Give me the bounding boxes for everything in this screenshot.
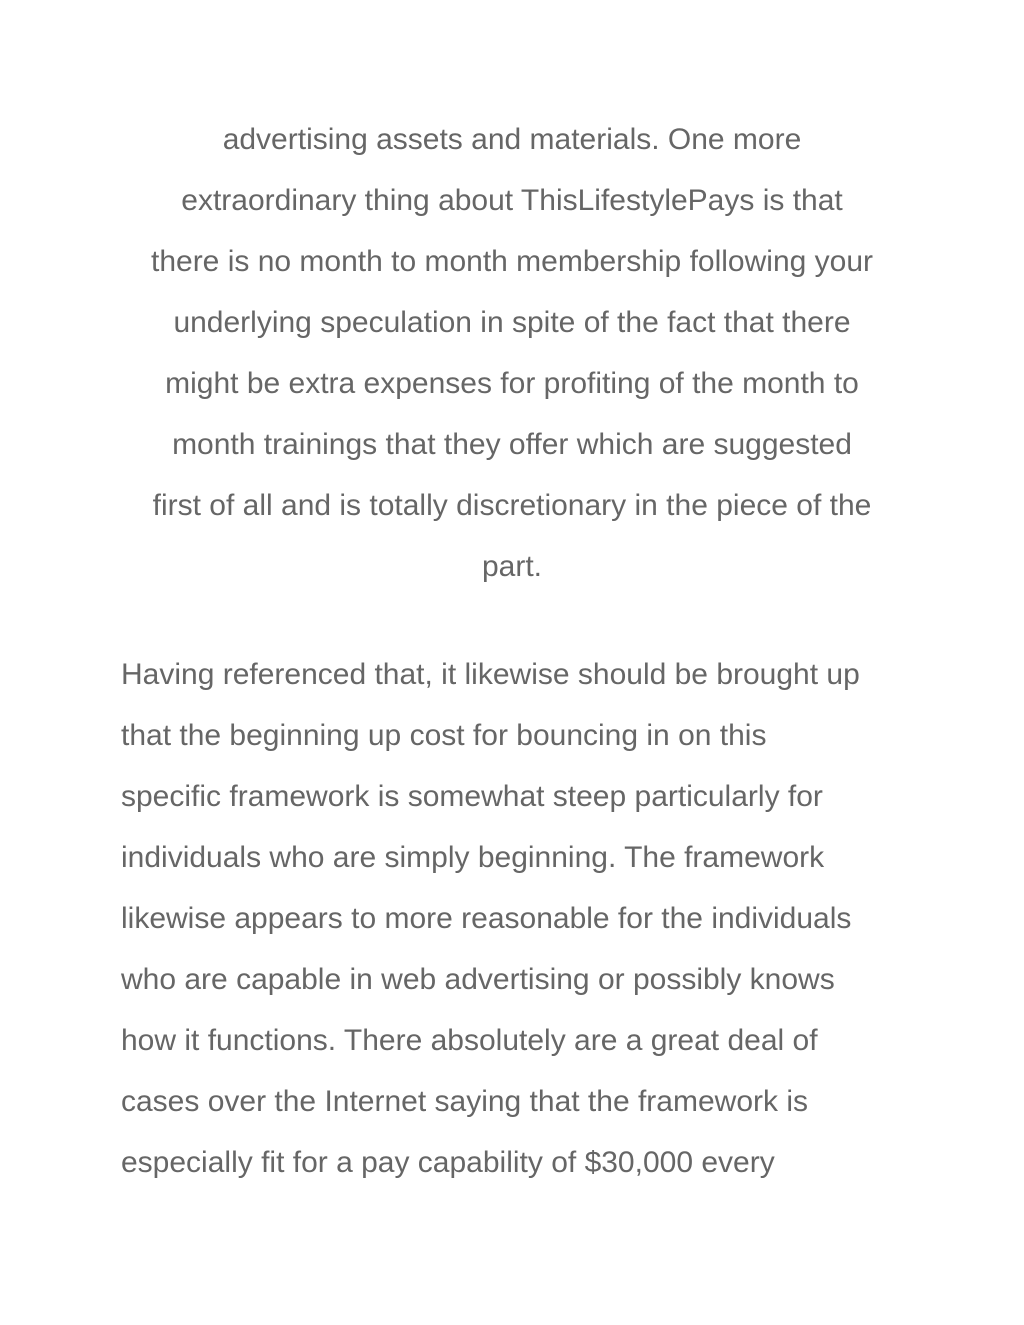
paragraph-line: advertising assets and materials. One more <box>222 123 802 156</box>
paragraph-line: likewise appears to more reasonable for the individuals <box>121 902 852 935</box>
paragraph-line: especially fit for a pay capability of $30,000 every <box>121 1146 775 1179</box>
paragraph-line: who are capable in web advertising or possibly knows <box>121 963 835 996</box>
paragraph-line: that the beginning up cost for bouncing in on this <box>121 719 767 752</box>
paragraph-line: there is no month to month membership following your <box>150 245 874 278</box>
paragraph-line: how it functions. There absolutely are a great deal of <box>121 1024 818 1057</box>
paragraph-line: month trainings that they offer which are suggested <box>172 428 852 461</box>
paragraph-line: Having referenced that, it likewise should be brought up <box>121 658 860 691</box>
paragraph-line: individuals who are simply beginning. The framework <box>121 841 825 874</box>
paragraph-line: might be extra expenses for profiting of the month to <box>165 367 859 400</box>
paragraph-line: underlying speculation in spite of the fact that there <box>173 306 851 339</box>
paragraph-line: specific framework is somewhat steep particularly for <box>121 780 823 813</box>
paragraph-line: cases over the Internet saying that the framework is <box>121 1085 808 1118</box>
paragraph-line: part. <box>481 550 543 583</box>
paragraph-line: first of all and is totally discretionary in the piece of the <box>152 489 872 522</box>
paragraph-line: extraordinary thing about ThisLifestylePays is that <box>181 184 843 217</box>
